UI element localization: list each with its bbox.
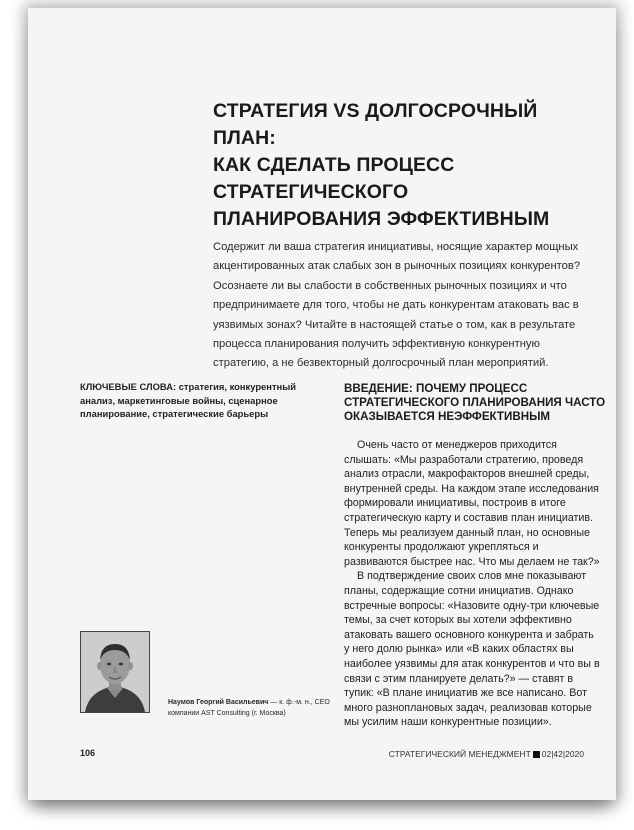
title-line-1: СТРАТЕГИЯ VS ДОЛГОСРОЧНЫЙ ПЛАН: [213, 100, 538, 149]
author-photo [80, 631, 150, 713]
title-line-2: КАК СДЕЛАТЬ ПРОЦЕСС СТРАТЕГИЧЕСКОГО [213, 154, 455, 203]
author-role: — к. ф.-м. н., CEO компании AST Consulting (г. Москва) [168, 699, 330, 717]
square-bullet-icon [533, 751, 540, 758]
article-lead: Содержит ли ваша стратегия инициативы, носящие характер мощных акцентированных атак слабых зон в рыночных позициях конкурентов? Осознаете ли вы слабости в собственных рыночных позициях и что предпринимаете для того, чтобы не дать конкурентам атаковать вас в уязвимых зонах? Читайте в настоящей статье о том, как в результате процесса планирования получить эффективную конкурентную стратегию, а не безвекторный долгосрочный план мероприятий. [213, 241, 581, 370]
page-number: 106 [80, 748, 96, 758]
author-name: Наумов Георгий Васильевич [168, 699, 269, 706]
magazine-name: СТРАТЕГИЧЕСКИЙ МЕНЕДЖМЕНТ [388, 749, 531, 759]
title-line-3: ПЛАНИРОВАНИЯ ЭФФЕКТИВНЫМ [213, 208, 550, 230]
section-title: ВВЕДЕНИЕ: ПОЧЕМУ ПРОЦЕСС СТРАТЕГИЧЕСКОГО ПЛАНИРОВАНИЯ ЧАСТО ОКАЗЫВАЕТСЯ НЕЭФФЕКТИВНЫМ [344, 382, 606, 424]
body-paragraph: В подтверждение своих слов мне показывают планы, содержащие сотни инициатив. Однако встречные вопросы: «Назовите одну-три ключевые темы, за счет которых вы хотели эффективно атаковать вашего основного конкурента и забрать у него долю рынка» или «В каких областях вы наиболее уязвимы для атак конкурентов и что вы в связи с этим планируете делать?» — ставят в тупик: «В плане инициатив же все написано. Вот много разноплановых задач, реализовав которые мы усилим наши конкурентные позиции». [344, 570, 600, 729]
article-title [213, 98, 603, 233]
magazine-page [28, 8, 616, 800]
author-caption [168, 697, 338, 719]
body-column [344, 438, 600, 730]
issue-number: 02|42|2020 [541, 749, 584, 759]
magazine-footer [389, 749, 584, 759]
keywords: КЛЮЧЕВЫЕ СЛОВА: стратегия, конкурентный анализ, маркетинговые войны, сценарное планирование, стратегические барьеры [80, 381, 296, 419]
body-paragraph: Очень часто от менеджеров приходится слышать: «Мы разработали стратегию, проведя анализ отрасли, макрофакторов внешней среды, внутренней среды. На каждом этапе исследования формировали инициативы, построив в итоге стратегическую карту и составив план инициатив. Теперь мы реализуем данный план, но основные конкуренты продолжают укрепляться и развиваются быстрее нас. Что мы делаем не так?» [344, 439, 600, 568]
